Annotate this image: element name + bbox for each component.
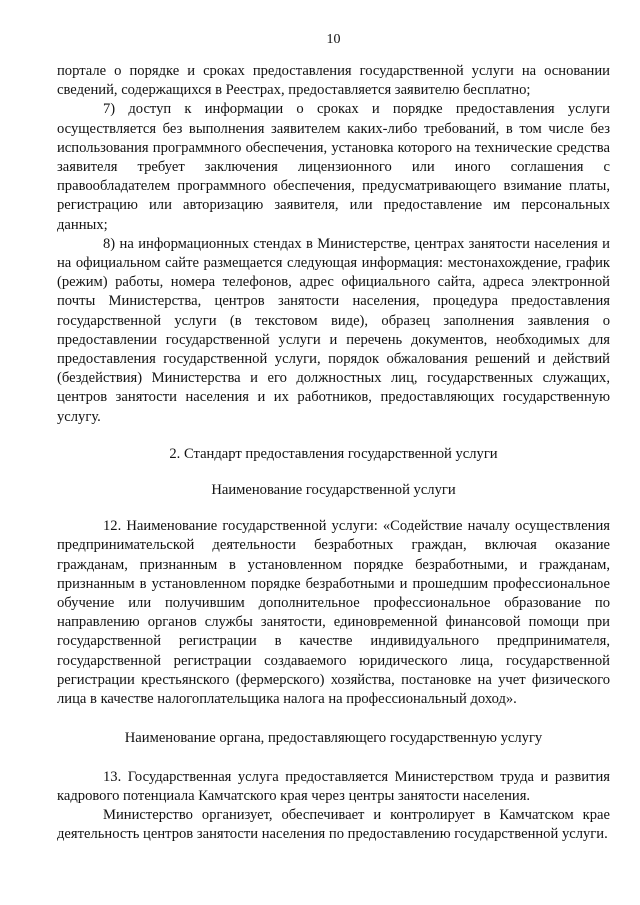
paragraph-12: 12. Наименование государственной услуги: «Содействие началу осуществления предпринимательской деятельности безработных граждан, включая оказание гражданам, признанным в установленном порядке безработными, и гражданам, признанным в установленном порядке безработными и прошедшим профессиональное обучение или получившим дополнительное профессиональное образование по направлению органов службы занятости, единовременной финансовой помощи при государственной регистрации в качестве индивидуального предпринимателя, государственной регистрации создаваемого юридического лица, государственной регистрации крестьянского (фермерского) хозяйства, постановке на учет физического лица в качестве налогоплательщика налога на профессиональный доход». bbox=[57, 518, 610, 708]
paragraph-item-8: 8) на информационных стендах в Министерстве, центрах занятости населения и на официальном сайте размещается следующая информация: местонахождение, график (режим) работы, номера телефонов, адрес официального сайта, адреса электронной почты Министерства, центров занятости населения, процедура предоставления государственной услуги (в текстовом виде), образец заполнения заявления о предоставлении государственной услуги и перечень документов, необходимых для предоставления государственной услуги, порядок обжалования решений и действий (бездействия) Министерства и его должностных лиц, государственных служащих, центров занятости населения и их работников, предоставляющих государственную услугу. bbox=[57, 235, 610, 425]
document-page bbox=[57, 32, 610, 844]
page-number: 10 bbox=[326, 32, 341, 47]
paragraph-14: Министерство организует, обеспечивает и контролирует в Камчатском крае деятельность центров занятости населения по предоставлению государственной услуги. bbox=[57, 806, 610, 843]
paragraph-13: 13. Государственная услуга предоставляется Министерством труда и развития кадрового потенциала Камчатского края через центры занятости населения. bbox=[57, 768, 610, 804]
section-heading: 2. Стандарт предоставления государственной услуги bbox=[169, 445, 498, 462]
subheading-service-name: Наименование государственной услуги bbox=[211, 482, 456, 499]
paragraph-item-7: 7) доступ к информации о сроках и порядке предоставления услуги осуществляется без выполнения заявителем каких-либо требований, в том числе без использования программного обеспечения, установка которого на технические средства заявителя требует заключения лицензионного или иного соглашения с правообладателем программного обеспечения, предусматривающего взимание платы, регистрацию или авторизацию заявителя, или предоставление им персональных данных; bbox=[57, 101, 610, 233]
subheading-authority: Наименование органа, предоставляющего государственную услугу bbox=[124, 730, 543, 747]
paragraph-continuation: портале о порядке и сроках предоставления государственной услуги на основании сведений, содержащихся в Реестрах, предоставляется заявителю бесплатно; bbox=[57, 63, 610, 99]
